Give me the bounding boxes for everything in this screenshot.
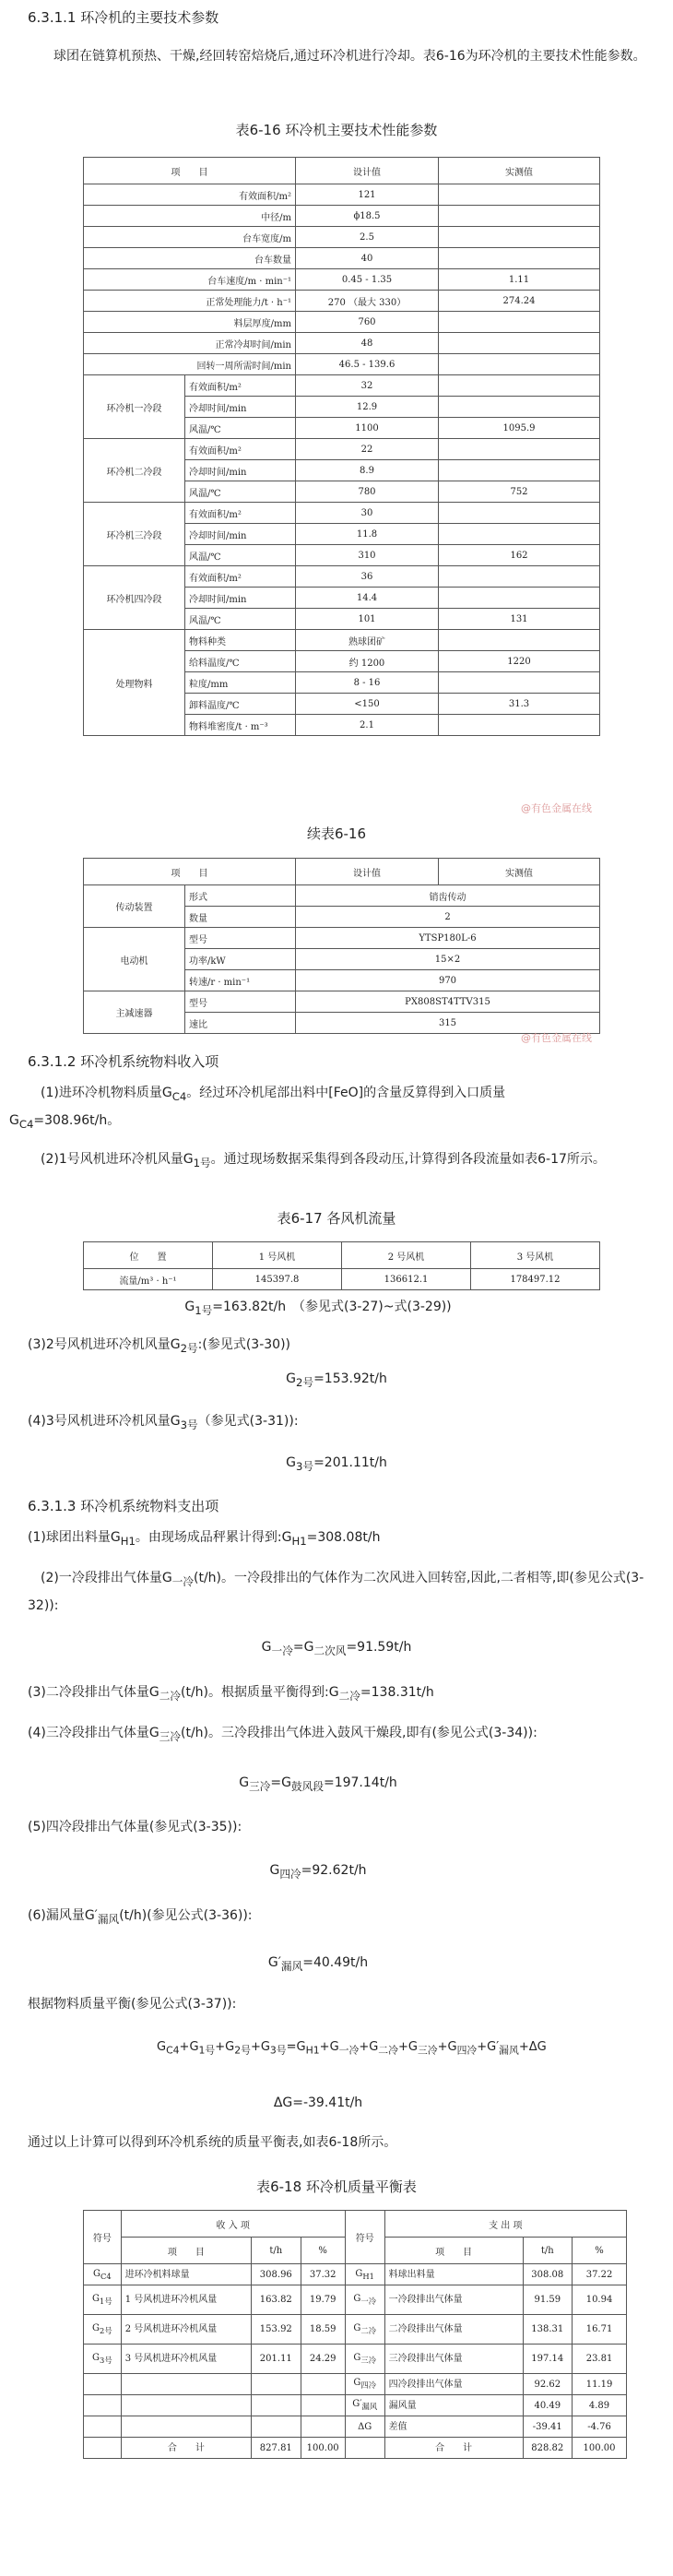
t18-cell: 40.49: [523, 2395, 573, 2416]
t18-cell: [301, 2395, 345, 2416]
t16-row: [84, 184, 600, 206]
t18-cell: 37.22: [573, 2264, 627, 2285]
t18-cell: 201.11: [252, 2345, 301, 2374]
t18-h-expense: 支 出 项: [384, 2211, 626, 2238]
t18-h-symbol-out: 符号: [345, 2211, 384, 2264]
t18-cell: 37.32: [301, 2264, 345, 2285]
t18-h2-th: t/h: [252, 2238, 301, 2264]
t16-group-param: 物料种类: [185, 630, 296, 651]
t16-row: [84, 227, 600, 248]
t18-row: [84, 2315, 627, 2345]
t18-cell: 153.92: [252, 2315, 301, 2345]
t16-row-measured: [439, 354, 600, 375]
t16-row-design: 760: [296, 312, 439, 333]
t16b-row: [84, 991, 600, 1013]
t18-cell: 三冷段排出气体量: [384, 2345, 523, 2374]
t16-row-design: 46.5 - 139.6: [296, 354, 439, 375]
t16-row-label: 台车数量: [84, 248, 296, 269]
equation-delta-g: ΔG=-39.41t/h: [273, 2095, 363, 2110]
t17-h-0: 位 置: [84, 1242, 213, 1269]
t18-h2-item: 项 目: [121, 2238, 251, 2264]
t16b-value: 15×2: [296, 949, 600, 970]
t18-cell: ΔG: [345, 2416, 384, 2438]
t16b-group-name: 传动装置: [84, 885, 185, 928]
t18-cell: -4.76: [573, 2416, 627, 2438]
t16-group-design: 8.9: [296, 460, 439, 481]
para-1-cont: $G_{C4}=308.96t/h$。: [9, 1113, 121, 1131]
t16-group-measured: [439, 630, 600, 651]
t16b-param: 速比: [185, 1013, 296, 1034]
t16-group-measured: [439, 439, 600, 460]
t16-row-label: 料层厚度/mm: [84, 312, 296, 333]
t16-group-param: 物料堆密度/t · m⁻³: [185, 715, 296, 736]
t16-group-row: [84, 630, 600, 651]
t18-cell: 合 计: [121, 2438, 251, 2459]
t16-group-measured: [439, 460, 600, 481]
t16-row-measured: [439, 206, 600, 227]
t18-cell: 828.82: [523, 2438, 573, 2459]
t18-h2-pct: %: [301, 2238, 345, 2264]
t16-row-design: 0.45 - 1.35: [296, 269, 439, 291]
t16-row-label: 回转一周所需时间/min: [84, 354, 296, 375]
t18-cell: 二冷段排出气体量: [384, 2315, 523, 2345]
t18-cell: $G_{2号}$: [84, 2315, 122, 2345]
t18-cell: [301, 2416, 345, 2438]
t18-cell: 92.62: [523, 2374, 573, 2395]
t16b-value: 970: [296, 970, 600, 991]
t18-cell: [345, 2438, 384, 2459]
t16-header-design: 设计值: [296, 158, 439, 184]
t16-group-name: 环冷机四冷段: [84, 566, 185, 630]
t16b-group-name: 主减速器: [84, 991, 185, 1034]
t18-row: [84, 2416, 627, 2438]
intro-paragraph: 球团在链算机预热、干燥,经回转窑焙烧后,通过环冷机进行冷却。表6-16为环冷机的主要技术性能参数。: [53, 49, 646, 64]
t18-cell: 差值: [384, 2416, 523, 2438]
t16-row: [84, 333, 600, 354]
t16-group-measured: [439, 588, 600, 609]
t16-group-param: 给料温度/℃: [185, 651, 296, 672]
t16-row-measured: [439, 227, 600, 248]
t18-cell: [252, 2374, 301, 2395]
para-11: 根据物料质量平衡(参见公式(3-37)):: [28, 1997, 237, 2012]
t18-cell: $G_{三冷}$: [345, 2345, 384, 2374]
para-3: (3)2号风机进环冷机风量$G_{2号}$:(参见式(3-30)): [28, 1337, 291, 1355]
t16-group-param: 冷却时间/min: [185, 588, 296, 609]
t16b-param: 型号: [185, 928, 296, 949]
t16-group-design: 14.4: [296, 588, 439, 609]
t18-row: [84, 2345, 627, 2374]
t17-r-3: 178497.12: [471, 1269, 600, 1290]
t16-row-design: 40: [296, 248, 439, 269]
t16-group-measured: 131: [439, 609, 600, 630]
t18-cell: $G_{1号}$: [84, 2285, 122, 2315]
t16-group-name: 环冷机三冷段: [84, 503, 185, 566]
t18-cell: 10.94: [573, 2285, 627, 2315]
t16b-value: 销齿传动: [296, 885, 600, 907]
t18-cell: 一冷段排出气体量: [384, 2285, 523, 2315]
t16-row-design: ϕ18.5: [296, 206, 439, 227]
t16-row-label: 中径/m: [84, 206, 296, 227]
t16-group-design: 11.8: [296, 524, 439, 545]
t18-cell: 漏风量: [384, 2395, 523, 2416]
t16-group-design: 22: [296, 439, 439, 460]
t16-group-design: 1100: [296, 418, 439, 439]
equation-g1: $G_{1号}=163.82t/h$ （参见式(3-27)~式(3-29)): [184, 1300, 452, 1317]
t16-row-measured: [439, 312, 600, 333]
t16-group-design: 32: [296, 375, 439, 397]
t16-group-row: [84, 439, 600, 460]
t16-group-param: 卸料温度/℃: [185, 694, 296, 715]
t16-row-measured: [439, 184, 600, 206]
t16-row-measured: [439, 333, 600, 354]
t16-group-param: 风温/℃: [185, 545, 296, 566]
t16-group-measured: [439, 375, 600, 397]
t16-group-measured: [439, 566, 600, 588]
equation-g3: $G_{3号}=201.11t/h$: [286, 1455, 387, 1473]
t18-cell: $G'_{漏风}$: [345, 2395, 384, 2416]
t18-cell: $G_{二冷}$: [345, 2315, 384, 2345]
t18-cell: 100.00: [573, 2438, 627, 2459]
table-6-17-caption: 表6-17 各风机流量: [277, 1210, 396, 1227]
t16-group-design: 310: [296, 545, 439, 566]
t16-row-label: 正常处理能力/t · h⁻¹: [84, 291, 296, 312]
para-7: (3)二冷段排出气体量$G_{二冷}(t/h)$。根据质量平衡得到$:G_{二冷}=138.31t/h$: [28, 1685, 434, 1703]
t16b-param: 数量: [185, 907, 296, 928]
t16-row: [84, 354, 600, 375]
t16b-param: 功率/kW: [185, 949, 296, 970]
t18-cell: $G_{四冷}$: [345, 2374, 384, 2395]
t16-group-param: 冷却时间/min: [185, 397, 296, 418]
t16-group-design: 2.1: [296, 715, 439, 736]
equation-balance: $G_{C4}+G_{1号}+G_{2号}+G_{3号}=G_{H1}+G_{一冷}+G_{二冷}+G_{三冷}+G_{四冷}+G'_{漏风}+\Delta G$: [157, 2040, 547, 2057]
t18-cell: 11.19: [573, 2374, 627, 2395]
para-6: (2)一冷段排出气体量$G_{一冷}(t/h)$。一冷段排出的气体作为二次风进入回转窑,因此,二者相等,即(参见公式(3-32)):: [28, 1571, 644, 1613]
para-1: (1)进环冷机物料质量$G_{C4}$。经过环冷机尾部出料中[FeO]的含量反算得到入口质量: [41, 1086, 506, 1103]
t16-group-param: 冷却时间/min: [185, 460, 296, 481]
t16-group-measured: [439, 672, 600, 694]
t18-cell: 24.29: [301, 2345, 345, 2374]
t16b-param: 型号: [185, 991, 296, 1013]
t16-row-measured: 274.24: [439, 291, 600, 312]
t16-group-param: 风温/℃: [185, 609, 296, 630]
t16-row-measured: 1.11: [439, 269, 600, 291]
t18-cell: 163.82: [252, 2285, 301, 2315]
t16-group-design: 约 1200: [296, 651, 439, 672]
t18-cell: 18.59: [301, 2315, 345, 2345]
t16-group-name: 环冷机二冷段: [84, 439, 185, 503]
table-6-16-cont-caption: 续表6-16: [306, 825, 367, 842]
t16-row: [84, 312, 600, 333]
section-heading-6-3-1-2: 6.3.1.2 环冷机系统物料收入项: [28, 1053, 219, 1070]
t16-group-row: [84, 375, 600, 397]
t16-row: [84, 248, 600, 269]
t16-group-param: 冷却时间/min: [185, 524, 296, 545]
t18-cell: $G_{一冷}$: [345, 2285, 384, 2315]
t16-row: [84, 291, 600, 312]
t16-group-measured: 1095.9: [439, 418, 600, 439]
para-10: (6)漏风量$G'_{漏风}(t/h)$(参见公式(3-36)):: [28, 1908, 253, 1926]
t16-row-design: 2.5: [296, 227, 439, 248]
t18-h2-item-2: 项 目: [384, 2238, 523, 2264]
t16-group-design: 36: [296, 566, 439, 588]
t18-cell: $G_{C4}$: [84, 2264, 122, 2285]
t16-row-design: 48: [296, 333, 439, 354]
t18-h-symbol-in: 符号: [84, 2211, 122, 2264]
t16-group-param: 有效面积/m²: [185, 439, 296, 460]
t18-row: [84, 2374, 627, 2395]
t16-group-param: 风温/℃: [185, 481, 296, 503]
t18-cell: $G_{3号}$: [84, 2345, 122, 2374]
t16-row: [84, 269, 600, 291]
t16-row: [84, 206, 600, 227]
t18-cell: 91.59: [523, 2285, 573, 2315]
t18-cell: 23.81: [573, 2345, 627, 2374]
t16-group-measured: [439, 524, 600, 545]
t18-cell: 2 号风机进环冷机风量: [121, 2315, 251, 2345]
t18-row: [84, 2264, 627, 2285]
t17-r-2: 136612.1: [342, 1269, 471, 1290]
t16-group-measured: 31.3: [439, 694, 600, 715]
t18-cell: [121, 2374, 251, 2395]
t18-row: [84, 2438, 627, 2459]
t18-h-income: 收 入 项: [121, 2211, 345, 2238]
t16-group-param: 有效面积/m²: [185, 503, 296, 524]
t16-group-name: 处理物料: [84, 630, 185, 736]
equation-g-sileng: $G_{四冷}=92.62t/h$: [269, 1863, 367, 1881]
para-4: (4)3号风机进环冷机风量$G_{3号}$（参见式(3-31)):: [28, 1414, 299, 1431]
t18-cell: [84, 2395, 122, 2416]
t16-group-param: 有效面积/m²: [185, 375, 296, 397]
para-9: (5)四冷段排出气体量(参见式(3-35)):: [28, 1820, 242, 1834]
t16-header-measured: 实测值: [439, 158, 600, 184]
t18-cell: 19.79: [301, 2285, 345, 2315]
equation-g-sanleng: $G_{三冷}=G_{鼓风段}=197.14t/h$: [239, 1775, 397, 1793]
t18-cell: [84, 2374, 122, 2395]
t18-cell: 料球出料量: [384, 2264, 523, 2285]
t16b-param: 形式: [185, 885, 296, 907]
t16-group-design: 12.9: [296, 397, 439, 418]
t18-row: [84, 2395, 627, 2416]
t16-group-design: 熟球团矿: [296, 630, 439, 651]
t18-cell: 3 号风机进环冷机风量: [121, 2345, 251, 2374]
t16-group-design: 8 - 16: [296, 672, 439, 694]
t18-cell: 4.89: [573, 2395, 627, 2416]
t16-group-design: <150: [296, 694, 439, 715]
t16-row-label: 台车速度/m · min⁻¹: [84, 269, 296, 291]
t16-row-label: 正常冷却时间/min: [84, 333, 296, 354]
t17-r-0: 流量/m³ · h⁻¹: [84, 1269, 213, 1290]
t16b-value: YTSP180L-6: [296, 928, 600, 949]
t18-cell: [121, 2416, 251, 2438]
t18-cell: 1 号风机进环冷机风量: [121, 2285, 251, 2315]
t16-header-item: 项 目: [84, 158, 296, 184]
para-8: (4)三冷段排出气体量$G_{三冷}(t/h)$。三冷段排出气体进入鼓风干燥段,即有(参见公式(3-34)):: [28, 1726, 537, 1743]
t16-group-design: 30: [296, 503, 439, 524]
watermark: @有色金属在线: [521, 802, 592, 814]
t18-cell: [252, 2395, 301, 2416]
t18-cell: 308.08: [523, 2264, 573, 2285]
t18-cell: -39.41: [523, 2416, 573, 2438]
t18-cell: [84, 2438, 122, 2459]
t18-cell: 100.00: [301, 2438, 345, 2459]
t16b-row: [84, 928, 600, 949]
table-6-18: [83, 2210, 627, 2459]
t16-row-label: 台车宽度/m: [84, 227, 296, 248]
t16-group-row: [84, 566, 600, 588]
t18-cell: 197.14: [523, 2345, 573, 2374]
t16-group-name: 环冷机一冷段: [84, 375, 185, 439]
t18-h2-pct-2: %: [573, 2238, 627, 2264]
t18-cell: 827.81: [252, 2438, 301, 2459]
t18-cell: [301, 2374, 345, 2395]
t18-cell: 四冷段排出气体量: [384, 2374, 523, 2395]
t18-cell: [121, 2395, 251, 2416]
t18-h2-th-2: t/h: [523, 2238, 573, 2264]
t16-group-measured: [439, 715, 600, 736]
table-6-16-caption: 表6-16 环冷机主要技术性能参数: [235, 122, 438, 138]
para-2: (2)1号风机进环冷机风量$G_{1号}$。通过现场数据采集得到各段动压,计算得到各段流量如表6-17所示。: [41, 1152, 606, 1169]
t18-cell: 进环冷机料球量: [121, 2264, 251, 2285]
t16b-header-design: 设计值: [296, 859, 439, 885]
table-6-17: [83, 1241, 600, 1290]
table-6-16-continued: [83, 858, 600, 1034]
t16b-param: 转速/r · min⁻¹: [185, 970, 296, 991]
t16-group-measured: [439, 503, 600, 524]
equation-g-yileng: $G_{一冷}=G_{二次风}=91.59t/h$: [261, 1640, 412, 1657]
t16b-header-item: 项 目: [84, 859, 296, 885]
t16b-value: 2: [296, 907, 600, 928]
t16b-value: 315: [296, 1013, 600, 1034]
para-12: 通过以上计算可以得到环冷机系统的质量平衡表,如表6-18所示。: [28, 2135, 397, 2150]
t16-group-param: 风温/℃: [185, 418, 296, 439]
t16b-group-name: 电动机: [84, 928, 185, 991]
watermark-2: @有色金属在线: [521, 1032, 592, 1044]
t16-group-param: 有效面积/m²: [185, 566, 296, 588]
t18-cell: [252, 2416, 301, 2438]
t16-group-measured: 752: [439, 481, 600, 503]
t17-h-2: 2 号风机: [342, 1242, 471, 1269]
t16-group-measured: 162: [439, 545, 600, 566]
t16b-header-measured: 实测值: [439, 859, 600, 885]
t18-cell: 合 计: [384, 2438, 523, 2459]
t16-row-label: 有效面积/m²: [84, 184, 296, 206]
t16-group-row: [84, 503, 600, 524]
t16-group-measured: [439, 397, 600, 418]
t16-group-design: 780: [296, 481, 439, 503]
t16-row-design: 270 （最大 330）: [296, 291, 439, 312]
t18-cell: [84, 2416, 122, 2438]
t16b-value: PX808ST4TTV315: [296, 991, 600, 1013]
t16-row-measured: [439, 248, 600, 269]
table-6-18-caption: 表6-18 环冷机质量平衡表: [256, 2178, 417, 2195]
t16-row-design: 121: [296, 184, 439, 206]
t18-cell: 138.31: [523, 2315, 573, 2345]
t17-h-1: 1 号风机: [213, 1242, 342, 1269]
section-heading-6-3-1-3: 6.3.1.3 环冷机系统物料支出项: [28, 1498, 219, 1514]
t17-h-3: 3 号风机: [471, 1242, 600, 1269]
equation-g-loufeng: $G'_{漏风}=40.49t/h$: [267, 1955, 369, 1973]
para-5: (1)球团出料量$G_{H1}$。由现场成品秤累计得到$:G_{H1}=308.08t/h$: [28, 1530, 381, 1548]
section-heading-6-3-1-1: 6.3.1.1 环冷机的主要技术参数: [28, 9, 219, 26]
t18-row: [84, 2285, 627, 2315]
table-6-16: [83, 157, 600, 736]
t18-cell: $G_{H1}$: [345, 2264, 384, 2285]
t16-group-design: 101: [296, 609, 439, 630]
t17-r-1: 145397.8: [213, 1269, 342, 1290]
t16-group-param: 粒度/mm: [185, 672, 296, 694]
equation-g2: $G_{2号}=153.92t/h$: [286, 1371, 387, 1389]
t18-cell: 16.71: [573, 2315, 627, 2345]
t16-group-measured: 1220: [439, 651, 600, 672]
t18-cell: 308.96: [252, 2264, 301, 2285]
t16b-row: [84, 885, 600, 907]
